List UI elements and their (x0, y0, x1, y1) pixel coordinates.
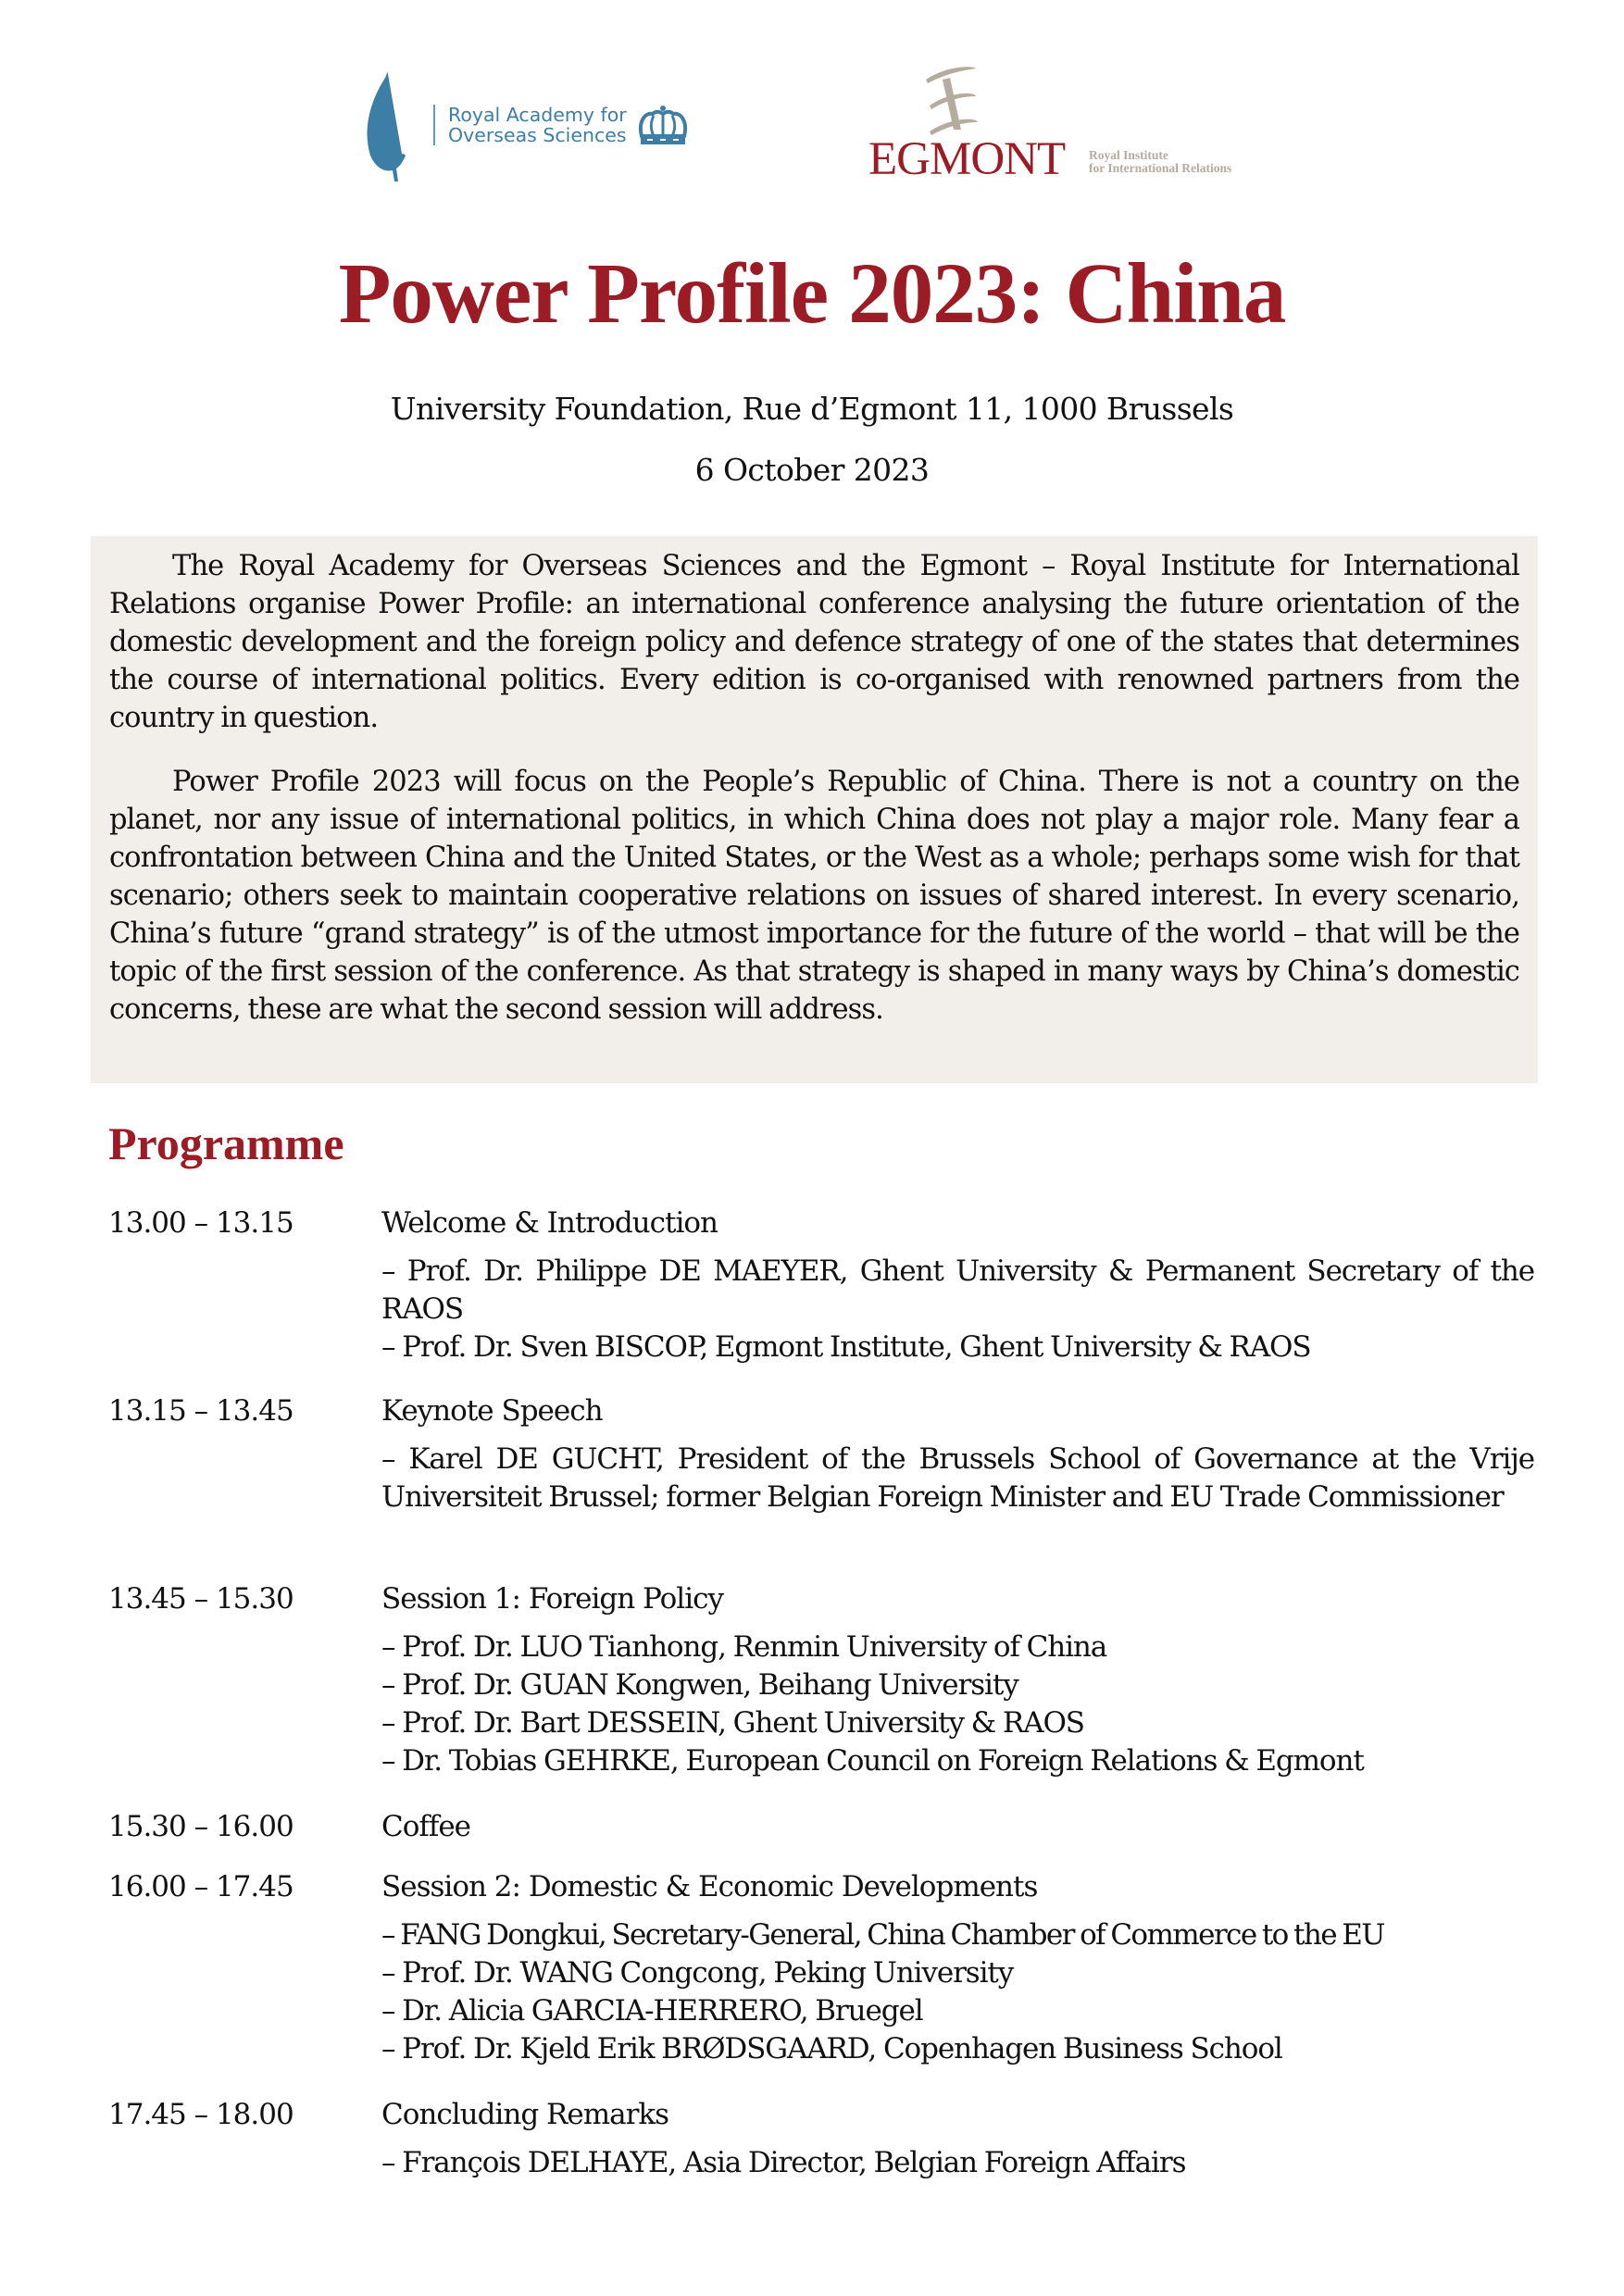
speaker: – Prof. Dr. Bart DESSEIN, Ghent University & RAOS (381, 1706, 1084, 1740)
speaker: – Prof. Dr. WANG Congcong, Peking University (381, 1956, 1014, 1990)
intro-box (91, 536, 1538, 1083)
speaker-list (381, 1441, 1534, 1516)
egmont-subtitle-line2: for International Relations (1089, 161, 1232, 175)
speaker: – Prof. Dr. Sven BISCOP, Egmont Institute, Ghent University & RAOS (381, 1330, 1311, 1364)
programme-time: 13.15 – 13.45 (108, 1394, 294, 1428)
egmont-subtitle-line1: Royal Institute (1089, 148, 1168, 162)
speaker: – Prof. Dr. LUO Tianhong, Renmin University of China (381, 1630, 1107, 1664)
raos-name (448, 105, 627, 145)
programme-topic: Welcome & Introduction (381, 1206, 718, 1240)
speaker: – Prof. Dr. GUAN Kongwen, Beihang University (381, 1668, 1018, 1702)
speaker-list (381, 1916, 1534, 2068)
speaker: – Prof. Dr. Philippe DE MAEYER, Ghent University & Permanent Secretary of the RAOS (381, 1254, 1534, 1326)
page-title: Power Profile 2023: China (338, 246, 1286, 342)
speaker-list (381, 1253, 1534, 1366)
programme-topic: Concluding Remarks (381, 2098, 669, 2131)
speaker: – Prof. Dr. Kjeld Erik BRØDSGAARD, Copenhagen Business School (381, 2032, 1282, 2065)
programme-time: 15.30 – 16.00 (108, 1810, 294, 1843)
sail-icon (361, 67, 417, 183)
speaker: – François DELHAYE, Asia Director, Belgian Foreign Affairs (381, 2146, 1186, 2179)
speaker: – Dr. Alicia GARCIA-HERRERO, Bruegel (381, 1994, 923, 2028)
speaker: – Dr. Tobias GEHRKE, European Council on Foreign Relations & Egmont (381, 1744, 1364, 1778)
raos-logo (361, 65, 688, 185)
programme-topic: Session 1: Foreign Policy (381, 1582, 724, 1616)
programme-topic: Coffee (381, 1810, 471, 1843)
event-date: 6 October 2023 (694, 452, 930, 488)
speaker: – Karel DE GUCHT, President of the Brussels School of Governance at the Vrije Universiteit Brussel; former Belgian Foreign Minister and EU Trade Commissioner (381, 1442, 1534, 1514)
programme-time: 13.45 – 15.30 (108, 1582, 294, 1616)
programme-heading: Programme (108, 1117, 344, 1169)
egmont-subtitle (1089, 149, 1231, 175)
raos-name-line1: Royal Academy for (448, 104, 627, 126)
raos-name-line2: Overseas Sciences (448, 124, 627, 146)
event-venue: University Foundation, Rue d’Egmont 11, 1000 Brussels (390, 391, 1234, 427)
intro-paragraph-1: The Royal Academy for Overseas Sciences and the Egmont – Royal Institute for International Relations organise Power Profile: an international conference analysing the future orientation of the domestic development and the foreign policy and defence strategy of one of the states that determines the course of international politics. Every edition is co-organised with renowned partners from the country in question. (109, 550, 1519, 734)
egmont-logo (861, 59, 1287, 189)
crown-icon (638, 105, 688, 145)
egmont-e-mark-icon (917, 63, 1000, 137)
intro-paragraph-2: Power Profile 2023 will focus on the People’s Republic of China. There is not a country on the planet, nor any issue of international politics, in which China does not play a major role. Many fear a confrontation between China and the United States, or the West as a whole; perhaps some wish for that scenario; others seek to maintain cooperative relations on issues of shared interest. In every scenario, China’s future “grand strategy” is of the utmost importance for the future of the world – that will be the topic of the first session of the conference. As that strategy is shaped in many ways by China’s domestic concerns, these are what the second session will address. (109, 766, 1519, 1026)
programme-topic: Session 2: Domestic & Economic Developments (381, 1870, 1038, 1903)
logo-divider (433, 105, 435, 145)
egmont-wordmark: EGMONT (868, 133, 1066, 185)
programme-time: 17.45 – 18.00 (108, 2098, 294, 2131)
programme-time: 13.00 – 13.15 (108, 1206, 294, 1240)
speaker: – FANG Dongkui, Secretary-General, China Chamber of Commerce to the EU (381, 1918, 1384, 1952)
programme-topic: Keynote Speech (381, 1394, 603, 1428)
programme-time: 16.00 – 17.45 (108, 1870, 294, 1903)
speaker-list (381, 2144, 1534, 2182)
logo-bar (0, 59, 1624, 198)
speaker-list (381, 1628, 1534, 1780)
